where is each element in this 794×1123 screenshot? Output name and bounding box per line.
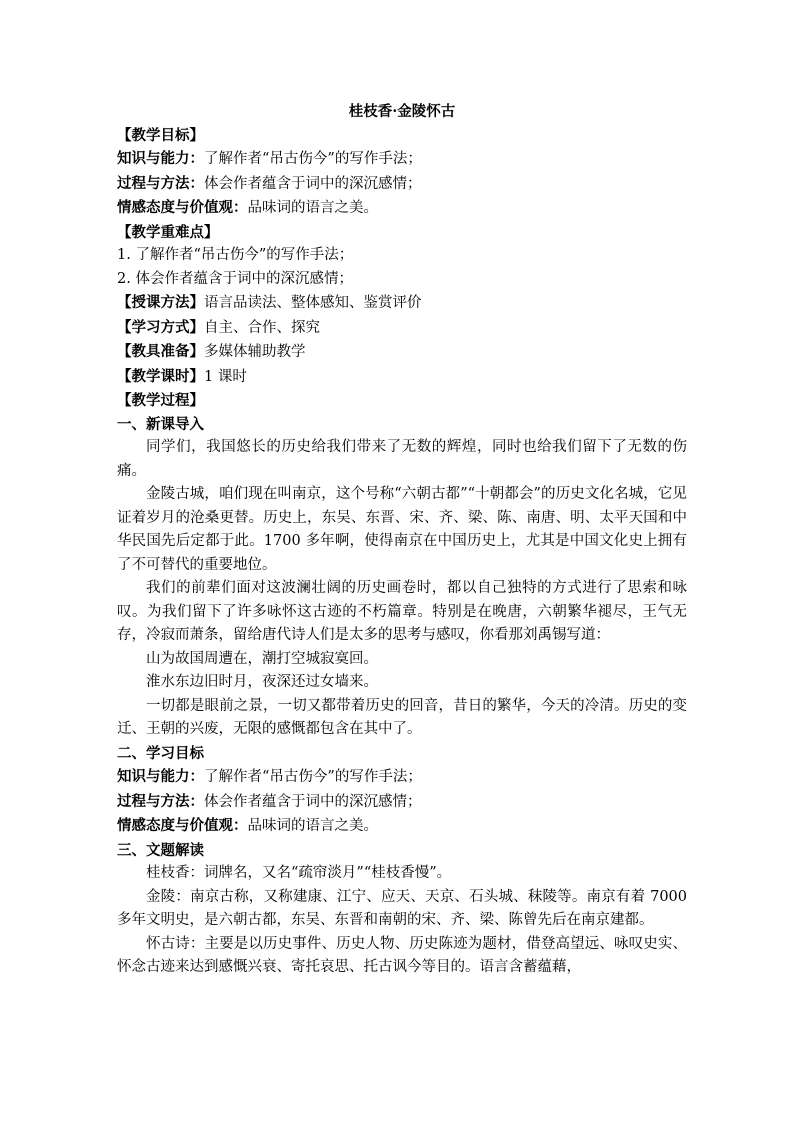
poem-line: 山为故国周遭在，潮打空城寂寞回。 (146, 650, 378, 667)
info-item (117, 291, 687, 316)
section-heading: 二、学习目标 (117, 744, 204, 762)
objective-label: 知识与能力： (117, 768, 204, 785)
objective-label: 情感态度与价值观： (117, 817, 248, 834)
section-heading: 三、文题解读 (117, 841, 204, 859)
info-text: 语言品读法、整体感知、鉴赏评价 (204, 295, 422, 311)
paragraph: 金陵：南京古称，又称建康、江宁、应天、天京、石头城、秣陵等。南京有着 7000 多年文明史，是六朝古都，东吴、东晋和南朝的宋、齐、梁、陈曾先后在南京建都。 (117, 888, 687, 928)
key-point-item: 2. 体会作者蕴含于词中的深沉感情； (117, 270, 353, 287)
objective-text: 品味词的语言之美。 (247, 200, 378, 216)
objective-text: 了解作者“吊古伤今”的写作手法； (204, 769, 422, 785)
objective-label: 过程与方法： (117, 792, 204, 810)
objective-label: 知识与能力： (117, 150, 204, 167)
objective-label: 过程与方法： (117, 174, 204, 192)
paragraph: 金陵古城，咱们现在叫南京，这个号称“六朝古都”“十朝都会”的历史文化名城，它见证着岁月的沧桑更替。历史上，东吴、东晋、宋、齐、梁、陈、南唐、明、太平天国和中华民国先后定都于此。1700 多年啊，使得南京在中国历史上，尤其是中国文化史上拥有了不可替代的重要地位。 (117, 486, 687, 573)
paragraph: 同学们，我国悠长的历史给我们带来了无数的辉煌，同时也给我们留下了无数的伤痛。 (117, 439, 687, 479)
info-label: 【教具准备】 (117, 343, 204, 360)
process-header: 【教学过程】 (117, 392, 204, 409)
section-heading: 一、新课导入 (117, 415, 204, 433)
objective-text: 体会作者蕴含于词中的深沉感情； (204, 793, 422, 810)
info-text: 1 课时 (204, 368, 247, 385)
paragraph: 桂枝香：词牌名，又名“疏帘淡月”“桂枝香慢”。 (146, 865, 452, 881)
info-item (117, 365, 687, 390)
objective-item (117, 814, 687, 839)
document-title: 桂枝香·金陵怀古 (348, 103, 456, 120)
document-page (117, 100, 687, 980)
objectives-header: 【教学目标】 (117, 126, 204, 144)
objective-text: 了解作者“吊古伤今”的写作手法； (204, 151, 422, 167)
objective-label: 情感态度与价值观： (117, 199, 248, 216)
objective-item (117, 172, 687, 197)
paragraph: 怀古诗：主要是以历史事件、历史人物、历史陈迹为题材，借登高望远、咏叹史实、怀念古迹来达到感慨兴衰、寄托哀思、托古讽今等目的。语言含蓄蕴藉， (117, 935, 687, 975)
key-point-item: 1. 了解作者“吊古伤今”的写作手法； (117, 247, 354, 263)
objective-item (117, 790, 687, 815)
key-points-header: 【教学重难点】 (117, 223, 219, 241)
objective-text: 体会作者蕴含于词中的深沉感情； (204, 175, 422, 192)
info-label: 【教学课时】 (117, 367, 204, 385)
objective-item (117, 147, 687, 172)
info-item (117, 316, 687, 341)
objective-item (117, 765, 687, 790)
paragraph: 一切都是眼前之景，一切又都带着历史的回音，昔日的繁华，今天的冷清。历史的变迁、王朝的兴废，无限的感慨都包含在其中了。 (117, 697, 687, 737)
poem-line: 淮水东边旧时月，夜深还过女墙来。 (146, 674, 378, 690)
info-text: 多媒体辅助教学 (204, 344, 306, 360)
info-item (117, 340, 687, 365)
objective-item (117, 196, 687, 221)
info-text: 自主、合作、探究 (204, 319, 320, 336)
objective-text: 品味词的语言之美。 (247, 818, 378, 834)
info-label: 【授课方法】 (117, 294, 204, 311)
paragraph: 我们的前辈们面对这波澜壮阔的历史画卷时，都以自己独特的方式进行了思索和咏叹。为我们留下了许多咏怀这古迹的不朽篇章。特别是在晚唐，六朝繁华褪尽，王气无存，冷寂而萧条，留给唐代诗人们是太多的思考与感叹，你看那刘禹锡写道： (117, 580, 687, 643)
info-label: 【学习方式】 (117, 318, 204, 336)
